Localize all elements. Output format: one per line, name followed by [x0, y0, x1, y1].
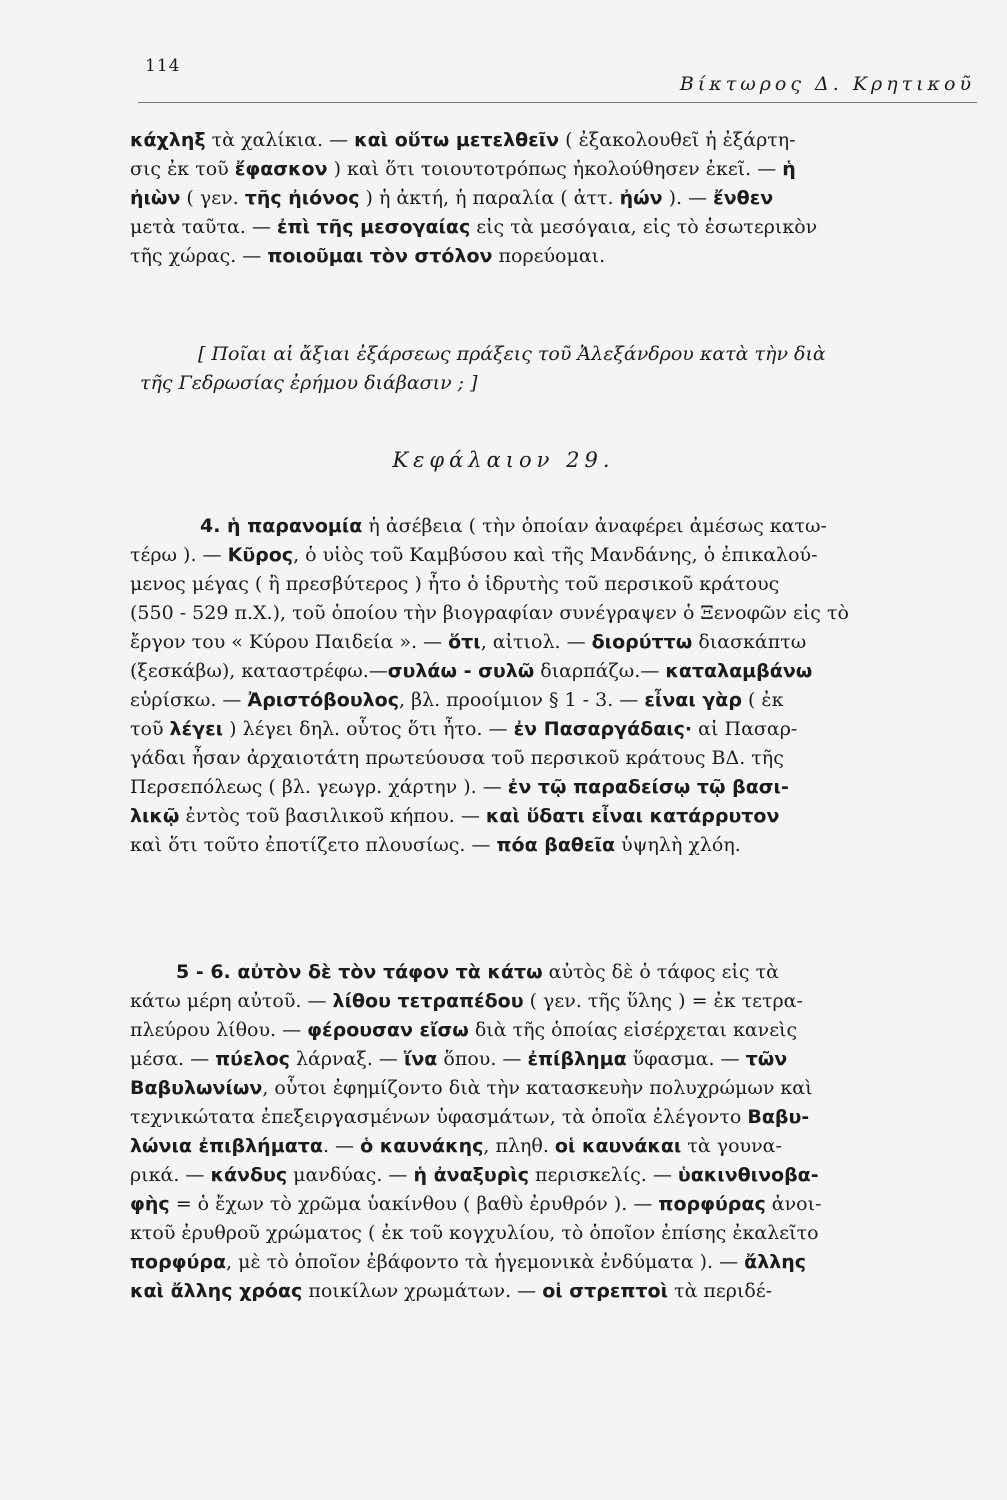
- text-line: εὑρίσκω. — Ἀριστόβουλος, βλ. προοίμιον § 1 - 3. — εἶναι γὰρ ( ἐκ: [130, 689, 784, 711]
- text-line: κτοῦ ἐρυθροῦ χρώματος ( ἐκ τοῦ κογχυλίου, τὸ ὁποῖον ἐπίσης ἐκαλεῖτο: [130, 1222, 819, 1244]
- text-line: λικῷ ἐντὸς τοῦ βασιλικοῦ κήπου. — καὶ ὕδατι εἶναι κατάρρυτον: [130, 805, 780, 827]
- text-line: τῆς Γεδρωσίας ἐρήμου διάβασιν ; ]: [140, 372, 478, 394]
- text-line: μενος μέγας ( ἢ πρεσβύτερος ) ἦτο ὁ ἱδρυτὴς τοῦ περσικοῦ κράτους: [130, 573, 780, 595]
- running-head: Βίκτωρος Δ. Κρητικοῦ: [679, 73, 975, 95]
- text-line: μέσα. — πύελος λάρναξ. — ἵνα ὅπου. — ἐπίβλημα ὕφασμα. — τῶν: [130, 1048, 788, 1070]
- text-line: Περσεπόλεως ( βλ. γεωγρ. χάρτην ). — ἐν τῷ παραδείσῳ τῷ βασι-: [130, 776, 789, 798]
- chapter-heading: Κεφάλαιον 29.: [392, 448, 615, 472]
- text-line: φὴς = ὁ ἔχων τὸ χρῶμα ὑακίνθου ( βαθὺ ἐρυθρόν ). — πορφύρας ἀνοι-: [130, 1193, 822, 1215]
- text-line: τέρω ). — Κῦρος, ὁ υἱὸς τοῦ Καμβύσου καὶ τῆς Μανδάνης, ὁ ἐπικαλού-: [130, 544, 818, 566]
- text-line: ἔργον του « Κύρου Παιδεία ». — ὅτι, αἰτιολ. — διορύττω διασκάπτω: [130, 631, 807, 653]
- text-line: καὶ ἄλλης χρόας ποικίλων χρωμάτων. — οἱ στρεπτοὶ τὰ περιδέ-: [130, 1280, 773, 1302]
- text-line: τεχνικώτατα ἐπεξειργασμένων ὑφασμάτων, τὰ ὁποῖα ἐλέγοντο Βαβυ-: [130, 1106, 810, 1128]
- text-line: καὶ ὅτι τοῦτο ἐποτίζετο πλουσίως. — πόα βαθεῖα ὑψηλὴ χλόη.: [130, 834, 741, 856]
- text-line: [ Ποῖαι αἱ ἄξιαι ἐξάρσεως πράξεις τοῦ Ἀλεξάνδρου κατὰ τὴν διὰ: [198, 343, 826, 365]
- text-line: 5 - 6. αὐτὸν δὲ τὸν τάφον τὰ κάτω αὐτὸς δὲ ὁ τάφος εἰς τὰ: [176, 961, 779, 983]
- page-number: 114: [145, 56, 181, 76]
- section-4-paragraph: [130, 512, 970, 860]
- text-line: σις ἐκ τοῦ ἔφασκον ) καὶ ὅτι τοιουτοτρόπως ἠκολούθησεν ἐκεῖ. — ἡ: [130, 158, 796, 180]
- text-line: ἠιὼν ( γεν. τῆς ἠιόνος ) ἡ ἀκτή, ἡ παραλία ( ἀττ. ἠών ). — ἔνθεν: [130, 187, 774, 209]
- text-line: 4. ἡ παρανομία ἡ ἀσέβεια ( τὴν ὁποίαν ἀναφέρει ἀμέσως κατω-: [200, 515, 827, 537]
- text-line: κάτω μέρη αὐτοῦ. — λίθου τετραπέδου ( γεν. τῆς ὕλης ) = ἐκ τετρα-: [130, 990, 803, 1012]
- text-line: τοῦ λέγει ) λέγει δηλ. οὗτος ὅτι ἦτο. — ἐν Πασαργάδαις· αἱ Πασαρ-: [130, 718, 798, 740]
- text-line: ρικά. — κάνδυς μανδύας. — ἡ ἀναξυρὶς περισκελίς. — ὑακινθινοβα-: [130, 1164, 819, 1186]
- text-line: τῆς χώρας. — ποιοῦμαι τὸν στόλον πορεύομαι.: [130, 245, 606, 267]
- text-line: μετὰ ταῦτα. — ἐπὶ τῆς μεσογαίας εἰς τὰ μεσόγαια, εἰς τὸ ἐσωτερικὸν: [130, 216, 818, 238]
- section-5-6-paragraph: [130, 958, 970, 1306]
- text-line: πλεύρου λίθου. — φέρουσαν εἴσω διὰ τῆς ὁποίας εἰσέρχεται κανεὶς: [130, 1019, 798, 1041]
- text-line: (ξεσκάβω), καταστρέφω.—συλάω - συλῶ διαρπάζω.— καταλαμβάνω: [130, 660, 813, 682]
- text-line: λώνια ἐπιβλήματα. — ὁ καυνάκης, πληθ. οἱ καυνάκαι τὰ γουνα-: [130, 1135, 782, 1157]
- question-paragraph: [140, 340, 980, 398]
- text-line: (550 - 529 π.Χ.), τοῦ ὁποίου τὴν βιογραφίαν συνέγραψεν ὁ Ξενοφῶν εἰς τὸ: [130, 602, 849, 624]
- text-line: Βαβυλωνίων, οὗτοι ἐφημίζοντο διὰ τὴν κατασκευὴν πολυχρώμων καὶ: [130, 1077, 813, 1099]
- text-line: πορφύρα, μὲ τὸ ὁποῖον ἐβάφοντο τὰ ἡγεμονικὰ ἐνδύματα ). — ἄλλης: [130, 1251, 807, 1273]
- text-line: γάδαι ἦσαν ἀρχαιοτάτη πρωτεύουσα τοῦ περσικοῦ κράτους ΒΔ. τῆς: [130, 747, 784, 769]
- header-rule: [138, 102, 977, 103]
- intro-paragraph: [130, 126, 970, 271]
- text-line: κάχληξ τὰ χαλίκια. — καὶ οὕτω μετελθεῖν ( ἐξακολουθεῖ ἡ ἐξάρτη-: [130, 129, 796, 151]
